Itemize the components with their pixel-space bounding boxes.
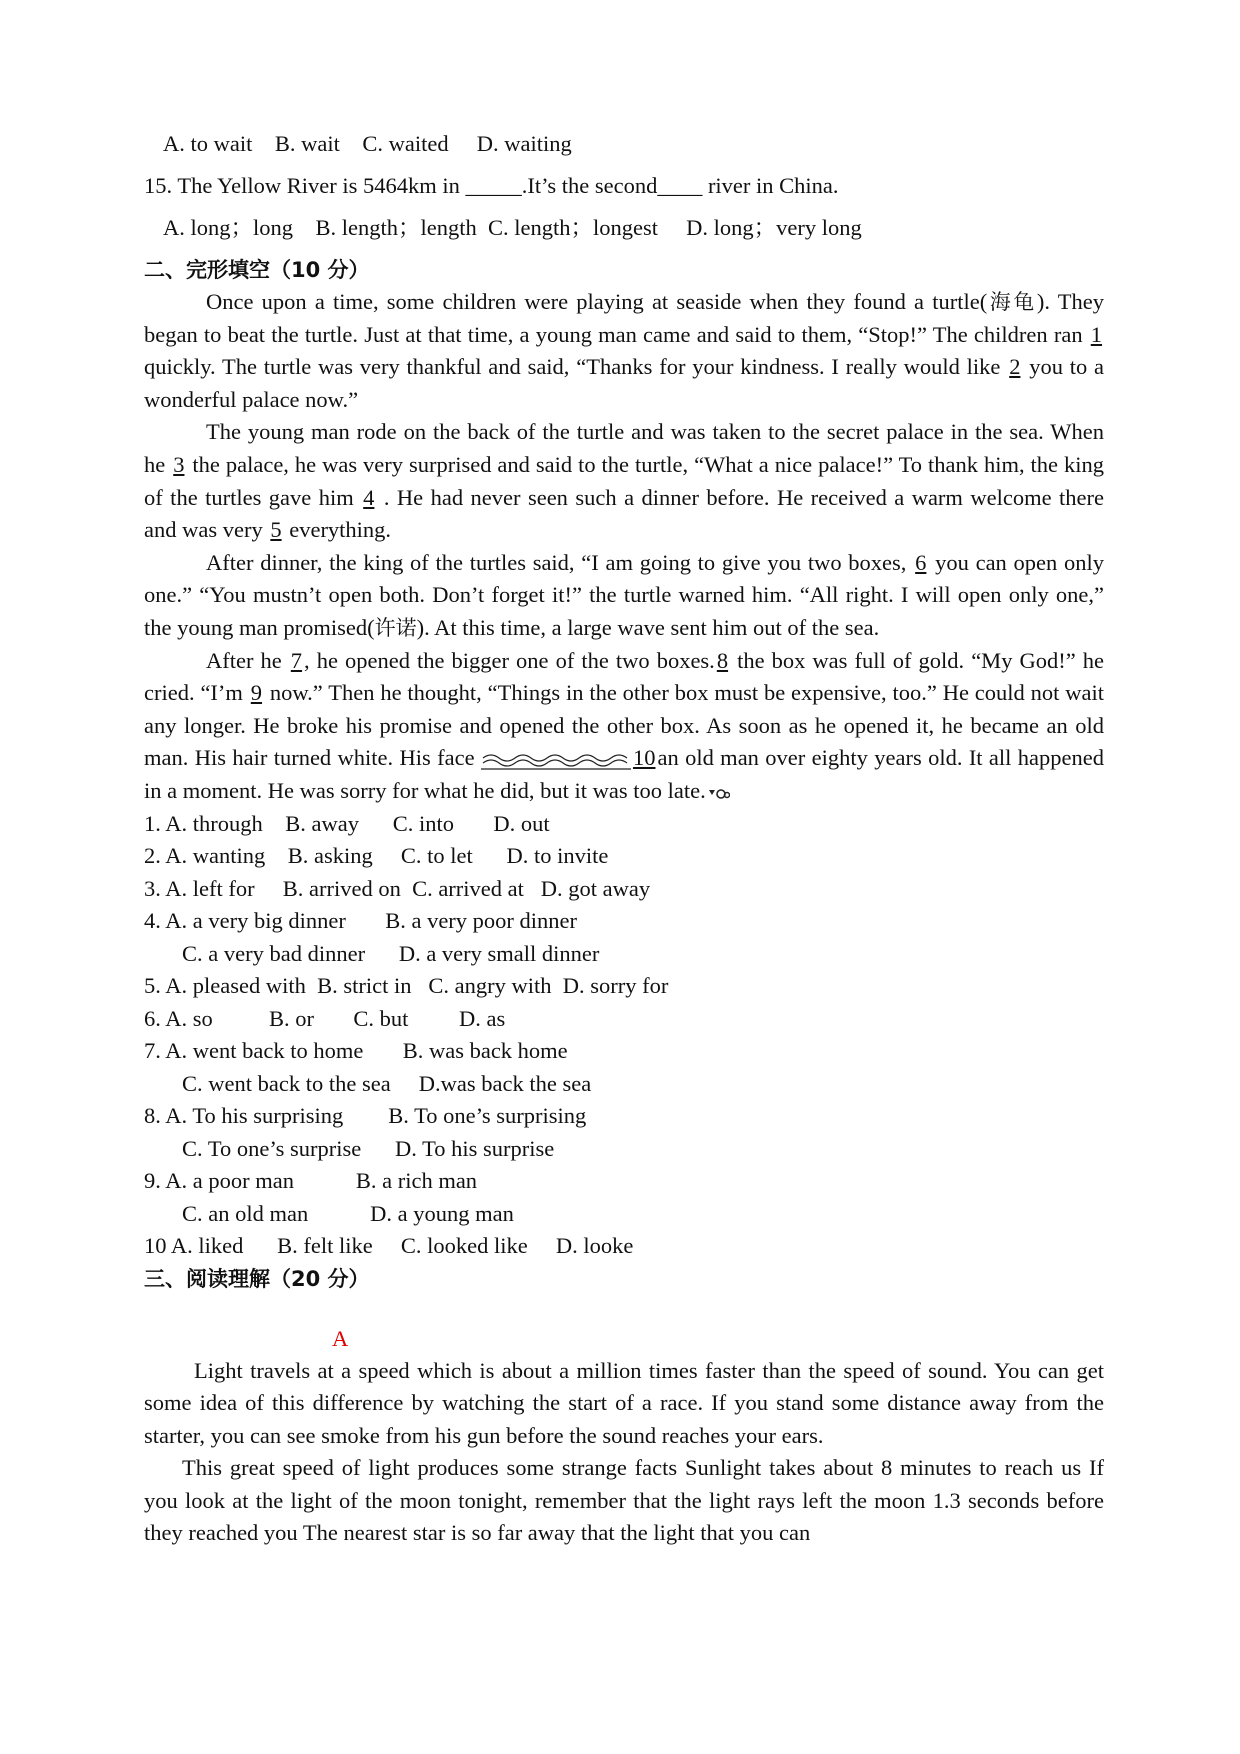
cloze-options bbox=[144, 808, 1104, 1263]
option-row: C. a very bad dinner D. a very small dinner bbox=[182, 940, 600, 966]
cloze-blank-6: 6 bbox=[915, 549, 927, 575]
option-row: 4. A. a very big dinner B. a very poor dinner bbox=[144, 908, 578, 933]
cloze-blank-9: 9 bbox=[250, 680, 263, 706]
cloze-text: ). At this time, a large wave sent him out of the sea. bbox=[416, 614, 880, 640]
option-row: C. To one’s surprise D. To his surprise bbox=[182, 1135, 555, 1161]
cloze-passage bbox=[144, 286, 1104, 808]
section2-title bbox=[144, 254, 1104, 286]
option-row: 10 A. liked B. felt like C. looked like D. looke bbox=[144, 1233, 634, 1258]
option-row: 8. A. To his surprising B. To one’s surprising bbox=[144, 1103, 587, 1128]
cloze-text: now.” Then he thought, “Things in the other box must be expensive, too.” He could not wait any longer. He broke his promise and opened the other box. As soon as he opened it, he became an old man. His hair turned white. His face bbox=[144, 680, 1104, 771]
cloze-text: ). They began to beat the turtle. Just at that time, a young man came and said to them, “Stop!” The children ran bbox=[144, 289, 1104, 347]
option-row: C. an old man D. a young man bbox=[182, 1200, 514, 1226]
option-row: 9. A. a poor man B. a rich man bbox=[144, 1168, 478, 1193]
cloze-text: After he bbox=[206, 647, 289, 673]
option-row: 2. A. wanting B. asking C. to let D. to invite bbox=[144, 843, 609, 868]
reading-passage bbox=[144, 1355, 1104, 1551]
cloze-blank-2: 2 bbox=[1009, 354, 1021, 380]
cloze-blank-4: 4 bbox=[363, 484, 375, 510]
section3-title-cn: 三、阅读理解 bbox=[144, 1266, 270, 1291]
section2-title-cn: 二、完形填空 bbox=[144, 258, 270, 282]
cloze-blank-3: 3 bbox=[173, 451, 185, 477]
cloze-chinese-gloss: 海龟 bbox=[987, 290, 1037, 314]
reading-paragraph-2: This great speed of light produces some strange facts Sunlight takes about 8 minutes to reach us If you look at the light of the moon tonight, remember that the light rays left the moon 1.3 seconds before they reached you The nearest star is so far away that the light that you can bbox=[144, 1455, 1104, 1546]
cloze-blank-8: 8 bbox=[716, 647, 729, 673]
cloze-text: Once upon a time, some children were playing at seaside when they found a turtle( bbox=[206, 289, 988, 314]
cloze-text: everything. bbox=[283, 517, 392, 543]
cloze-blank-5: 5 bbox=[270, 517, 282, 543]
option-row: 5. A. pleased with B. strict in C. angry with D. sorry for bbox=[144, 973, 669, 998]
cloze-text: , he opened the bigger one of the two boxes. bbox=[304, 647, 715, 673]
cloze-text: you can open only one.” “You mustn’t open both. Don’t forget it!” the turtle warned him. “All right. I will open only one,” the young man promised( bbox=[144, 549, 1104, 640]
cloze-paragraph-1 bbox=[144, 286, 1104, 416]
document-page bbox=[144, 128, 1104, 1550]
option-row: C. went back to the sea D.was back the sea bbox=[182, 1070, 592, 1096]
cloze-paragraph-2 bbox=[144, 416, 1104, 546]
option-row: 3. A. left for B. arrived on C. arrived at D. got away bbox=[144, 875, 651, 901]
section3-title-score: （20 分） bbox=[270, 1266, 370, 1291]
doodle-icon bbox=[706, 784, 730, 802]
cloze-text: quickly. The turtle was very thankful and said, “Thanks for your kindness. I really would like bbox=[144, 354, 1008, 380]
option-row: 7. A. went back to home B. was back home bbox=[144, 1038, 568, 1063]
cloze-text: the box was full of gold. “My God!” he cried. “I’m bbox=[144, 647, 1104, 706]
wavy-mark-icon bbox=[481, 750, 631, 770]
option-row: 6. A. so B. or C. but D. as bbox=[144, 1005, 506, 1031]
cloze-blank-10: 10 bbox=[632, 745, 656, 771]
cloze-paragraph-3 bbox=[144, 547, 1104, 645]
cloze-blank-1: 1 bbox=[1090, 321, 1102, 347]
section2-title-score: （10 分） bbox=[270, 258, 370, 282]
passage-letter: A bbox=[332, 1325, 349, 1351]
cloze-text: The young man rode on the back of the turtle and was taken to the secret palace in the sea. When he bbox=[144, 419, 1104, 477]
option-row: 1. A. through B. away C. into D. out bbox=[144, 810, 550, 836]
cloze-paragraph-4 bbox=[144, 645, 1104, 808]
cloze-chinese-gloss: 许诺 bbox=[374, 615, 417, 640]
q15-stem: 15. The Yellow River is 5464km in _____.It’s the second____ river in China. bbox=[144, 173, 839, 198]
cloze-text: . He had never seen such a dinner before. He received a warm welcome there and was very bbox=[144, 484, 1104, 543]
cloze-text: an old man over eighty years old. It all happened in a moment. He was sorry for what he did, but it was too late. bbox=[144, 745, 1104, 803]
cloze-text: you to a wonderful palace now.” bbox=[144, 354, 1104, 412]
cloze-text: After dinner, the king of the turtles said, “I am going to give you two boxes, bbox=[206, 549, 914, 575]
q15-options: A. long；long B. length；length C. length；longest D. long；very long bbox=[163, 215, 862, 240]
cloze-text: the palace, he was very surprised and said to the turtle, “What a nice palace!” To thank him, the king of the turtles gave him bbox=[144, 451, 1104, 510]
q14-options: A. to wait B. wait C. waited D. waiting bbox=[163, 131, 572, 156]
reading-paragraph-1: Light travels at a speed which is about a million times faster than the speed of sound. You can get some idea of this difference by watching the start of a race. If you stand some distance away from the starter, you can see smoke from his gun before the sound reaches your ears. bbox=[144, 1357, 1104, 1448]
cloze-blank-7: 7 bbox=[290, 647, 303, 673]
section3-title bbox=[144, 1263, 1104, 1295]
